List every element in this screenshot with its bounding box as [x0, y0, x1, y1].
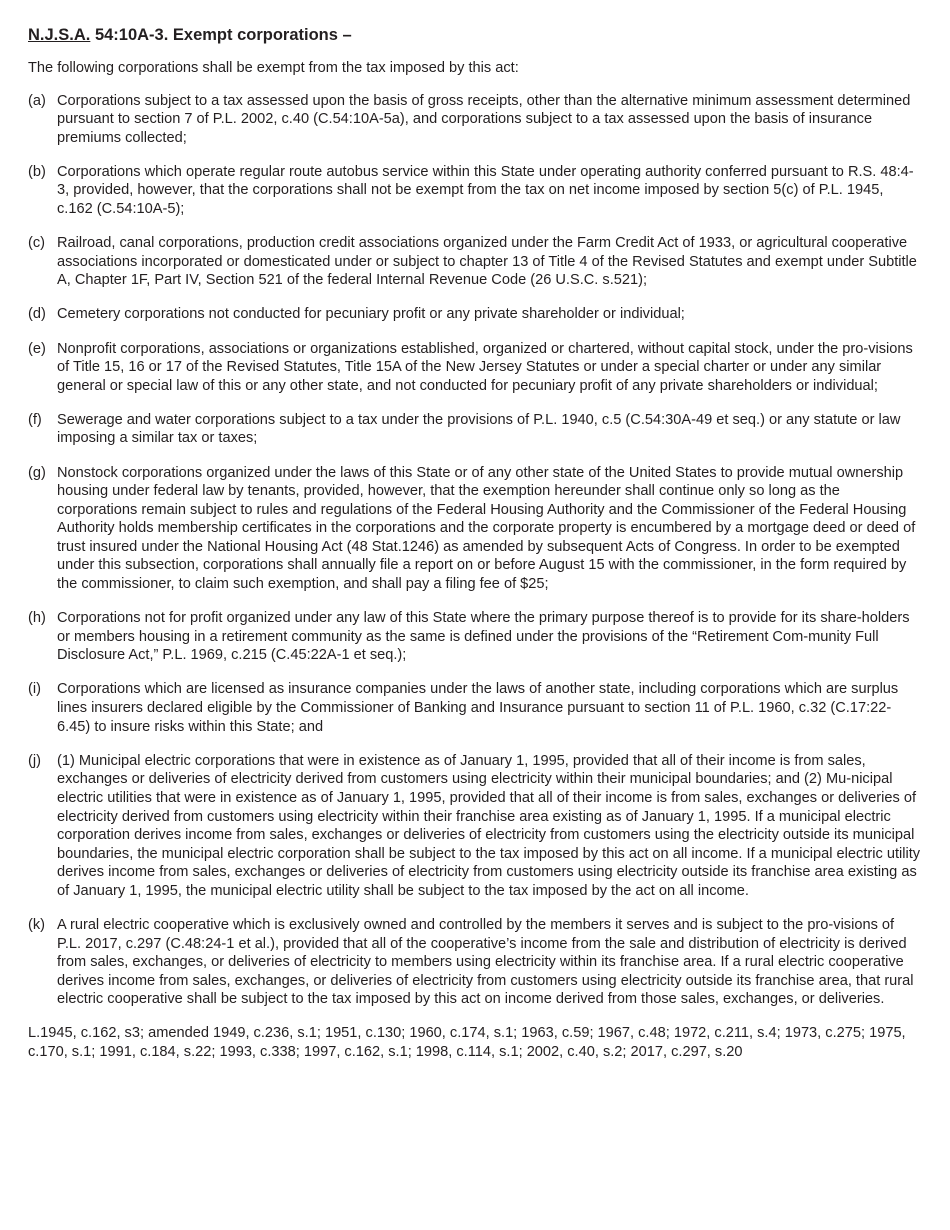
list-item-c: [28, 234, 922, 290]
item-text: Corporations not for profit organized under any law of this State where the primary purpose thereof is to provide for its share-holders or members housing in a retirement community as the same is defined under the provisions of the “Retirement Com-munity Full Disclosure Act,” P.L. 1969, c.215 (C.45:22A-1 et seq.);: [57, 610, 910, 664]
item-text: Corporations which operate regular route autobus service within this State under operating authority conferred pursuant to R.S. 48:4-3, provided, however, that the corporations shall not be exempt from the tax on net income imposed by section 5(c) of P.L. 1945, c.162 (C.54:10A-5);: [57, 163, 914, 218]
list-item-i: [28, 680, 922, 736]
list-item-e: [28, 340, 922, 396]
list-item-g: [28, 464, 922, 594]
item-label: (j): [28, 752, 41, 769]
item-text: Nonstock corporations organized under the laws of this State or of any other state of the United States to provide mutual ownership housing under federal law by tenants, provided, however, that the exemption hereunder shall continue only so long as the corporations remain subject to rules and regulations of the Federal Housing Authority and the Commissioner of the Federal Housing Authority holds membership certificates in the corporations and the corporate property is encumbered by a mortgage deed or deed of trust insured under the National Housing Act (48 Stat.1246) as amended by subsequent Acts of Congress. In order to be exempted under this subsection, corporations shall annually file a report on or before August 15 with the commissioner, in the form required by the commissioner, to claim such exemption, and shall pay a filing fee of $25;: [57, 464, 916, 593]
item-text: Nonprofit corporations, associations or organizations established, organized or chartered, without capital stock, under the pro-visions of Title 15, 16 or 17 of the Revised Statutes, Title 15A of the New Jersey Statutes or under a special charter or under any similar general or special law of this or any other state, and not conducted for pecuniary profit of any private shareholders or individual;: [57, 340, 913, 394]
section-title-text: 54:10A-3. Exempt corporations –: [90, 26, 352, 44]
statute-reference-link[interactable]: N.J.S.A.: [28, 26, 91, 44]
legislative-history: L.1945, c.162, s3; amended 1949, c.236, s.1; 1951, c.130; 1960, c.174, s.1; 1963, c.59; 1967, c.48; 1972, c.211, s.4; 1973, c.275; 1975, c.170, s.1; 1991, c.184, s.22; 1993, c.338; 1997, c.162, s.1; 1998, c.114, s.1; 2002, c.40, s.2; 2017, c.297, s.20: [28, 1025, 906, 1061]
list-item-j: [28, 752, 922, 901]
item-label: (i): [28, 681, 41, 698]
item-label: (b): [28, 163, 46, 180]
intro-paragraph: The following corporations shall be exempt from the tax imposed by this act:: [28, 60, 519, 76]
section-title: [28, 24, 922, 46]
list-item-f: [28, 411, 922, 448]
item-label: (k): [28, 916, 46, 933]
item-label: (a): [28, 92, 46, 109]
item-text: Sewerage and water corporations subject to a tax under the provisions of P.L. 1940, c.5 (C.54:30A-49 et seq.) or any statute or law imposing a similar tax or taxes;: [57, 411, 901, 447]
item-text: Cemetery corporations not conducted for pecuniary profit or any private shareholder or individual;: [57, 306, 685, 323]
list-item-k: [28, 916, 922, 1009]
list-item-a: [28, 92, 922, 148]
item-label: (g): [28, 464, 46, 481]
item-text: Railroad, canal corporations, production credit associations organized under the Farm Credit Act of 1933, or agricultural cooperative associations incorporated or domesticated under or subject to chapter 13 of Title 4 of the Revised Statutes and exempt under Subtitle A, Chapter 1F, Part IV, Section 521 of the federal Internal Revenue Code (26 U.S.C. s.521);: [57, 235, 917, 289]
list-item-b: [28, 163, 922, 219]
list-item-d: [28, 305, 922, 324]
item-text: (1) Municipal electric corporations that were in existence as of January 1, 1995, provided that all of their income is from sales, exchanges or deliveries of electricity derived from customers using electricity within their municipal boundaries; and (2) Mu-nicipal electric utilities that were in existence as of January 1, 1995, provided that all of their income is from sales, exchanges or deliveries of electricity derived from customers using electricity within their franchise area existing as of January 1, 1995. If a municipal electric corporation derives income from sales, exchanges or deliveries of electricity from customers using the electricity outside its municipal boundaries, the municipal electric corporation shall be subject to the tax imposed by this act on all income. If a municipal electric utility derives income from sales, exchanges or deliveries of electricity from customers using electricity outside its franchise area existing as of January 1, 1995, the municipal electric utility shall be subject to the tax imposed by the act on all income.: [57, 752, 921, 899]
item-label: (h): [28, 610, 46, 627]
item-text: Corporations which are licensed as insurance companies under the laws of another state, including corporations which are surplus lines insurers declared eligible by the Commissioner of Banking and Insurance pursuant to section 11 of P.L. 1960, c.32 (C.17:22-6.45) to insure risks within this State; and: [57, 681, 899, 735]
item-label: (d): [28, 306, 46, 323]
item-text: A rural electric cooperative which is exclusively owned and controlled by the members it serves and is subject to the pro-visions of P.L. 2017, c.297 (C.48:24-1 et al.), provided that all of the cooperative’s income from the sale and distribution of electricity is derived from sales, exchanges, or deliveries of electricity to members using electricity within its franchise area. If a rural electric cooperative derives income from sales, exchanges, or deliveries of electricity from customers using electricity outside its franchise area, that rural electric cooperative shall be subject to the tax imposed by this act on income derived from those sales, exchanges, or deliveries.: [57, 916, 914, 1008]
item-text: Corporations subject to a tax assessed upon the basis of gross receipts, other than the alternative minimum assessment determined pursuant to section 7 of P.L. 2002, c.40 (C.54:10A-5a), and corporations subject to a tax assessed upon the basis of insurance premiums collected;: [57, 92, 911, 146]
item-label: (f): [28, 411, 42, 428]
item-label: (e): [28, 340, 46, 357]
exemption-list: [28, 92, 922, 1009]
item-label: (c): [28, 235, 46, 252]
list-item-h: [28, 609, 922, 665]
